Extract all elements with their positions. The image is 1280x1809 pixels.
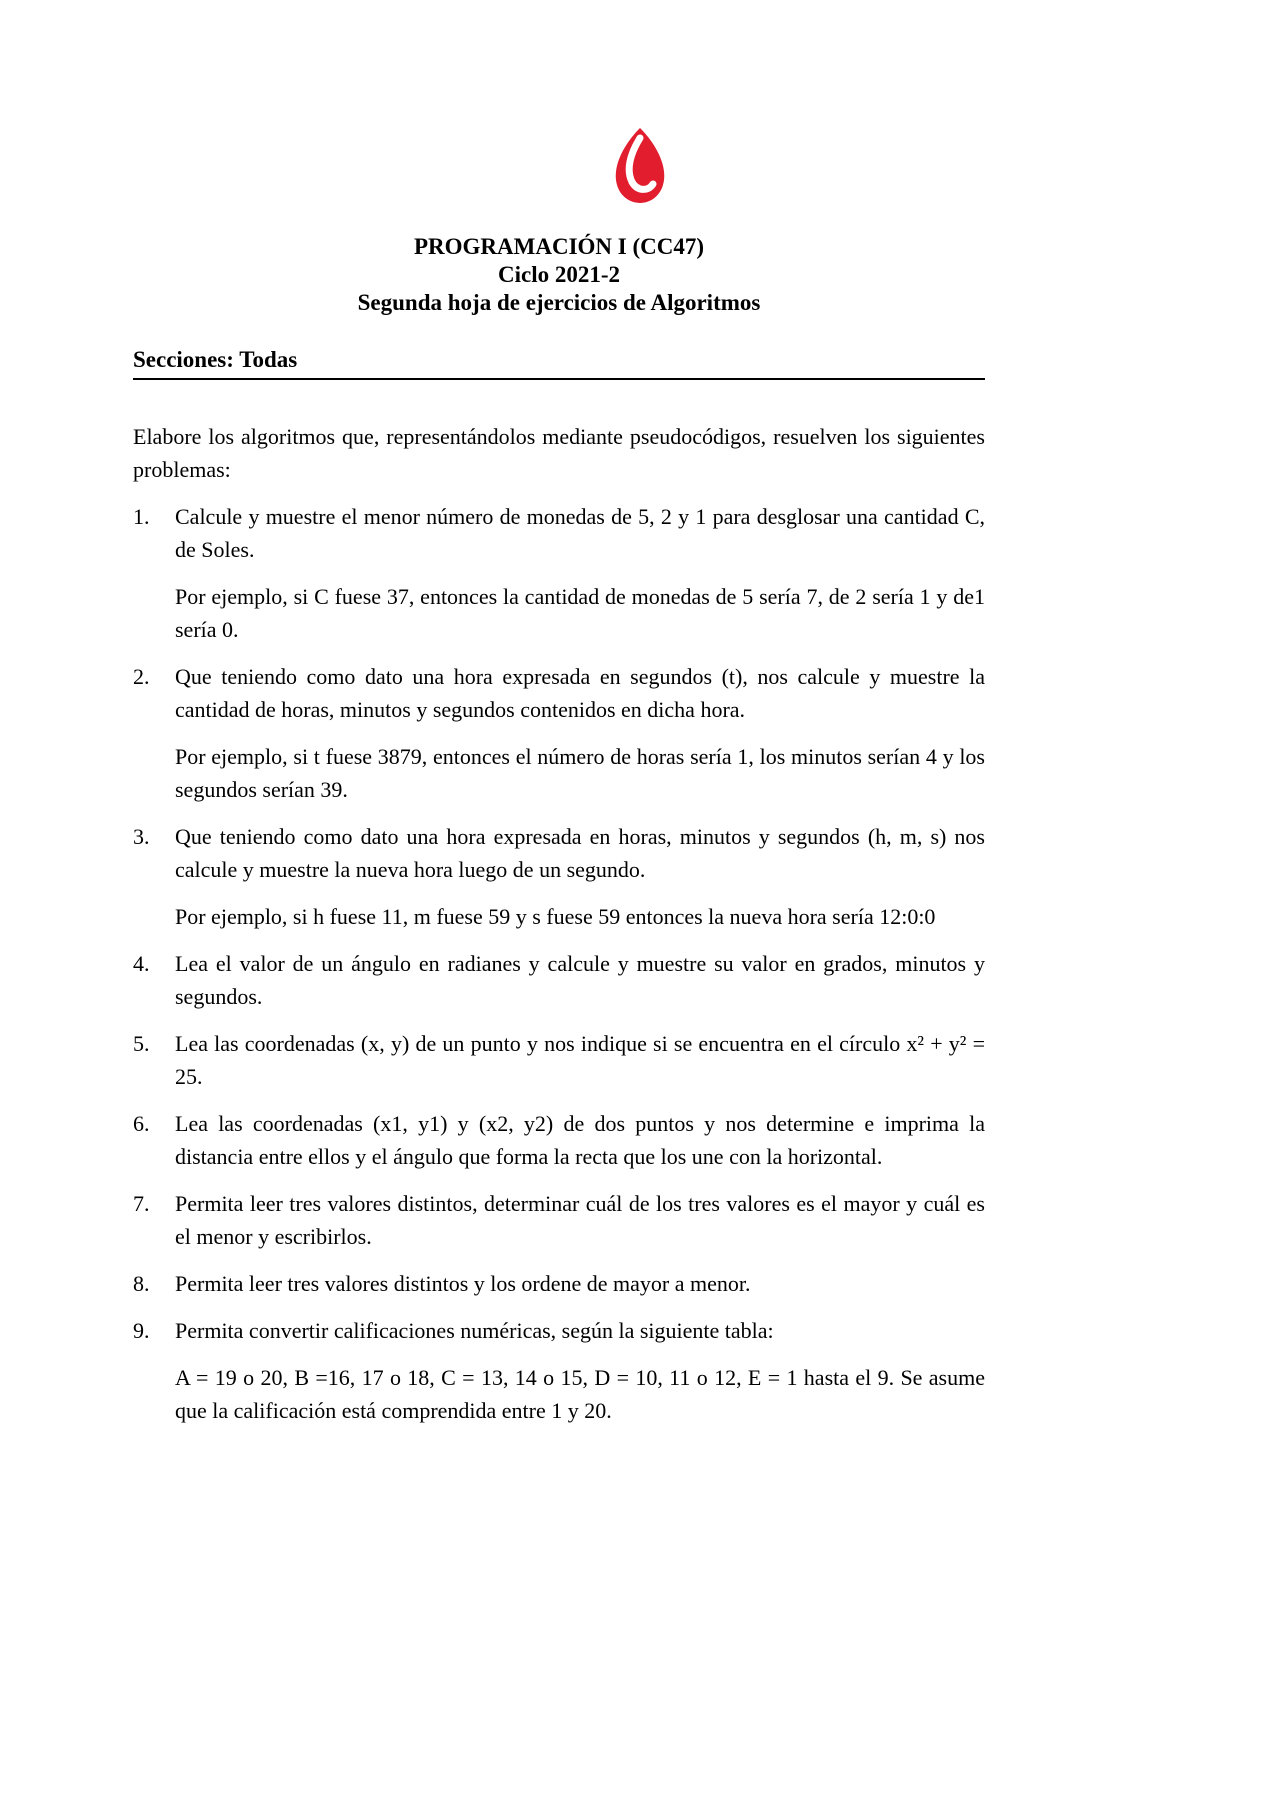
document-content <box>133 233 985 1427</box>
exercise-item-8 <box>133 1267 985 1300</box>
item-body <box>175 500 985 646</box>
item-body <box>175 1107 985 1173</box>
item-text: Permita leer tres valores distintos, determinar cuál de los tres valores es el mayor y cuál es el menor y escribirlos. <box>175 1191 985 1249</box>
exercise-item-5 <box>133 1027 985 1093</box>
exercise-item-9 <box>133 1314 985 1427</box>
item-example: A = 19 o 20, B =16, 17 o 18, C = 13, 14 o 15, D = 10, 11 o 12, E = 1 hasta el 9. Se asume que la calificación está comprendida entre 1 y 20. <box>175 1365 985 1423</box>
item-example: Por ejemplo, si t fuese 3879, entonces el número de horas sería 1, los minutos serían 4 y los segundos serían 39. <box>175 744 985 802</box>
item-number: 4. <box>133 951 150 976</box>
item-number: 3. <box>133 824 150 849</box>
item-number: 1. <box>133 504 150 529</box>
item-number: 2. <box>133 664 150 689</box>
item-body <box>175 1267 985 1300</box>
item-number: 8. <box>133 1271 150 1296</box>
course-title: PROGRAMACIÓN I (CC47) <box>413 234 705 259</box>
item-number: 6. <box>133 1111 150 1136</box>
item-body <box>175 1187 985 1253</box>
item-example: Por ejemplo, si C fuese 37, entonces la cantidad de monedas de 5 sería 7, de 2 sería 1 y de1 sería 0. <box>175 584 985 642</box>
exercise-item-3 <box>133 820 985 933</box>
item-body <box>175 947 985 1013</box>
exercise-item-7 <box>133 1187 985 1253</box>
item-text: Que teniendo como dato una hora expresada en horas, minutos y segundos (h, m, s) nos calcule y muestre la nueva hora luego de un segundo. <box>175 824 985 882</box>
intro-paragraph: Elabore los algoritmos que, representándolos mediante pseudocódigos, resuelven los siguientes problemas: <box>133 424 985 482</box>
item-number: 9. <box>133 1318 150 1343</box>
sheet-subtitle: Segunda hoja de ejercicios de Algoritmos <box>357 290 761 315</box>
item-number: 5. <box>133 1031 150 1056</box>
item-body <box>175 820 985 933</box>
item-text: Lea el valor de un ángulo en radianes y calcule y muestre su valor en grados, minutos y segundos. <box>175 951 985 1009</box>
upc-logo-icon <box>610 126 670 204</box>
item-body <box>175 1027 985 1093</box>
item-body <box>175 660 985 806</box>
item-text: Lea las coordenadas (x, y) de un punto y nos indique si se encuentra en el círculo x² + y² = 25. <box>175 1031 985 1089</box>
logo-container <box>0 0 1280 209</box>
cycle-subtitle: Ciclo 2021-2 <box>497 262 620 287</box>
item-text: Calcule y muestre el menor número de monedas de 5, 2 y 1 para desglosar una cantidad C, de Soles. <box>175 504 985 562</box>
item-number: 7. <box>133 1191 150 1216</box>
sections-label: Secciones: Todas <box>133 347 298 372</box>
item-body <box>175 1314 985 1427</box>
exercise-item-1 <box>133 500 985 646</box>
item-text: Lea las coordenadas (x1, y1) y (x2, y2) de dos puntos y nos determine e imprima la distancia entre ellos y el ángulo que forma la recta que los une con la horizontal. <box>175 1111 985 1169</box>
document-header <box>133 233 985 317</box>
sections-divider-row <box>133 347 985 380</box>
item-example: Por ejemplo, si h fuese 11, m fuese 59 y s fuese 59 entonces la nueva hora sería 12:0:0 <box>175 904 936 929</box>
item-text: Permita leer tres valores distintos y los ordene de mayor a menor. <box>175 1271 751 1296</box>
item-text: Permita convertir calificaciones numéricas, según la siguiente tabla: <box>175 1318 774 1343</box>
exercise-item-2 <box>133 660 985 806</box>
exercise-item-6 <box>133 1107 985 1173</box>
exercise-item-4 <box>133 947 985 1013</box>
item-text: Que teniendo como dato una hora expresada en segundos (t), nos calcule y muestre la cantidad de horas, minutos y segundos contenidos en dicha hora. <box>175 664 985 722</box>
